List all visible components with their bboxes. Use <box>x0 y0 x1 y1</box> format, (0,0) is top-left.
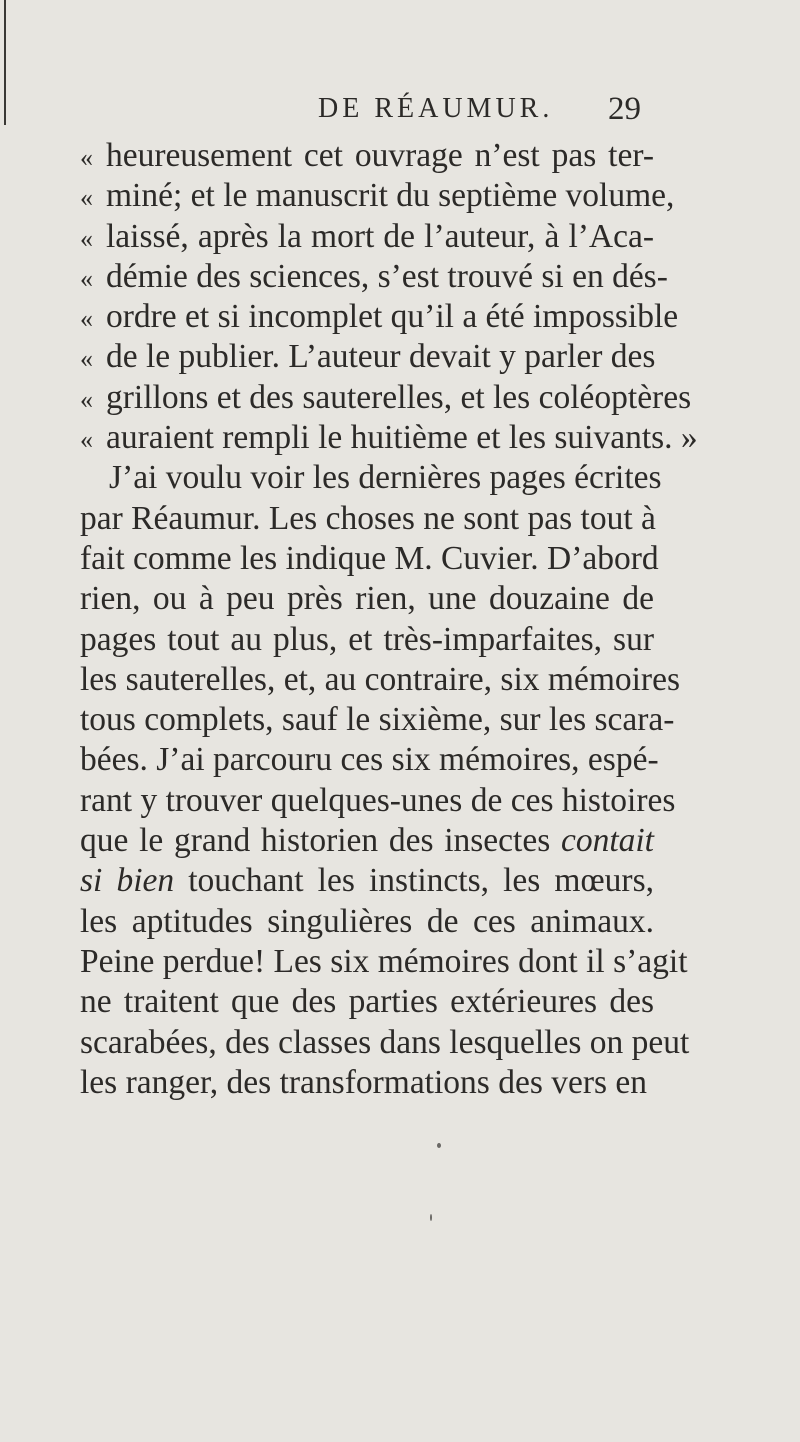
paper-speck <box>437 1143 441 1148</box>
line-text: tous complets, sauf le sixième, sur les scara- <box>80 701 675 739</box>
line-text: ne traitent que des parties extérieures des <box>80 983 654 1021</box>
running-head <box>0 93 800 133</box>
quote-mark: « <box>80 344 93 374</box>
running-head-title: DE RÉAUMUR. <box>318 93 554 124</box>
line-text: J’ai voulu voir les dernières pages écrites <box>109 459 662 497</box>
line-text: par Réaumur. Les choses ne sont pas tout à <box>80 499 656 537</box>
text-line <box>80 821 654 861</box>
line-text: les sauterelles, et, au contraire, six mémoires <box>80 660 680 698</box>
page-number: 29 <box>608 91 641 127</box>
quote-mark: « <box>80 223 93 253</box>
text-line <box>80 700 675 740</box>
line-text: auraient rempli le huitième et les suivants. » <box>106 419 698 457</box>
line-text: touchant les instincts, les mœurs, <box>188 862 654 900</box>
text-line <box>80 217 654 257</box>
text-line <box>80 579 654 619</box>
line-text: démie des sciences, s’est trouvé si en dés- <box>106 257 668 295</box>
quote-mark: « <box>80 183 93 213</box>
line-text: miné; et le manuscrit du septième volume, <box>106 177 675 215</box>
line-text: de le publier. L’auteur devait y parler des <box>106 338 656 376</box>
text-line <box>80 1063 654 1103</box>
paper-speck <box>430 1214 432 1221</box>
line-text: pages tout au plus, et très-imparfaites, sur <box>80 620 654 658</box>
text-line <box>80 1023 690 1063</box>
line-text: que le grand historien des insectes <box>80 822 551 860</box>
text-line <box>80 660 680 700</box>
text-line <box>80 942 688 982</box>
line-text: grillons et des sauterelles, et les coléoptères <box>106 378 692 416</box>
line-text: les ranger, des transformations des vers en <box>80 1063 648 1101</box>
line-text: bées. J’ai parcouru ces six mémoires, espé- <box>80 741 659 779</box>
text-line <box>80 458 662 498</box>
text-line <box>80 861 654 901</box>
quote-mark: « <box>80 384 93 414</box>
body-text <box>80 136 698 1103</box>
quote-mark: « <box>80 425 93 455</box>
italic-text: si bien <box>80 862 175 900</box>
text-line <box>80 740 659 780</box>
line-text: laissé, après la mort de l’auteur, à l’Aca- <box>106 217 654 255</box>
line-text: Peine perdue! Les six mémoires dont il s’agit <box>80 942 688 980</box>
line-text: ordre et si incomplet qu’il a été impossible <box>106 298 679 336</box>
text-line <box>80 337 654 377</box>
text-line <box>80 136 654 176</box>
text-line <box>80 620 654 660</box>
text-line <box>80 418 698 458</box>
line-text: heureusement cet ouvrage n’est pas ter- <box>106 137 654 174</box>
text-line <box>80 499 654 539</box>
text-line <box>80 902 654 942</box>
text-line <box>80 378 692 418</box>
italic-text: contait <box>560 822 654 860</box>
text-line <box>80 257 668 297</box>
line-text: fait comme les indique M. Cuvier. D’abord <box>80 539 659 577</box>
quote-mark: « <box>80 263 93 293</box>
text-line <box>80 982 654 1022</box>
text-line <box>80 297 679 337</box>
line-text: scarabées, des classes dans lesquelles on peut <box>80 1023 690 1061</box>
line-text: rant y trouver quelques-unes de ces histoires <box>80 781 676 819</box>
text-line <box>80 539 659 579</box>
line-text: rien, ou à peu près rien, une douzaine de <box>80 580 654 618</box>
text-line <box>80 781 676 821</box>
line-text: les aptitudes singulières de ces animaux. <box>80 902 654 940</box>
quote-mark: « <box>80 143 93 172</box>
quote-mark: « <box>80 304 93 334</box>
text-line <box>80 176 675 216</box>
